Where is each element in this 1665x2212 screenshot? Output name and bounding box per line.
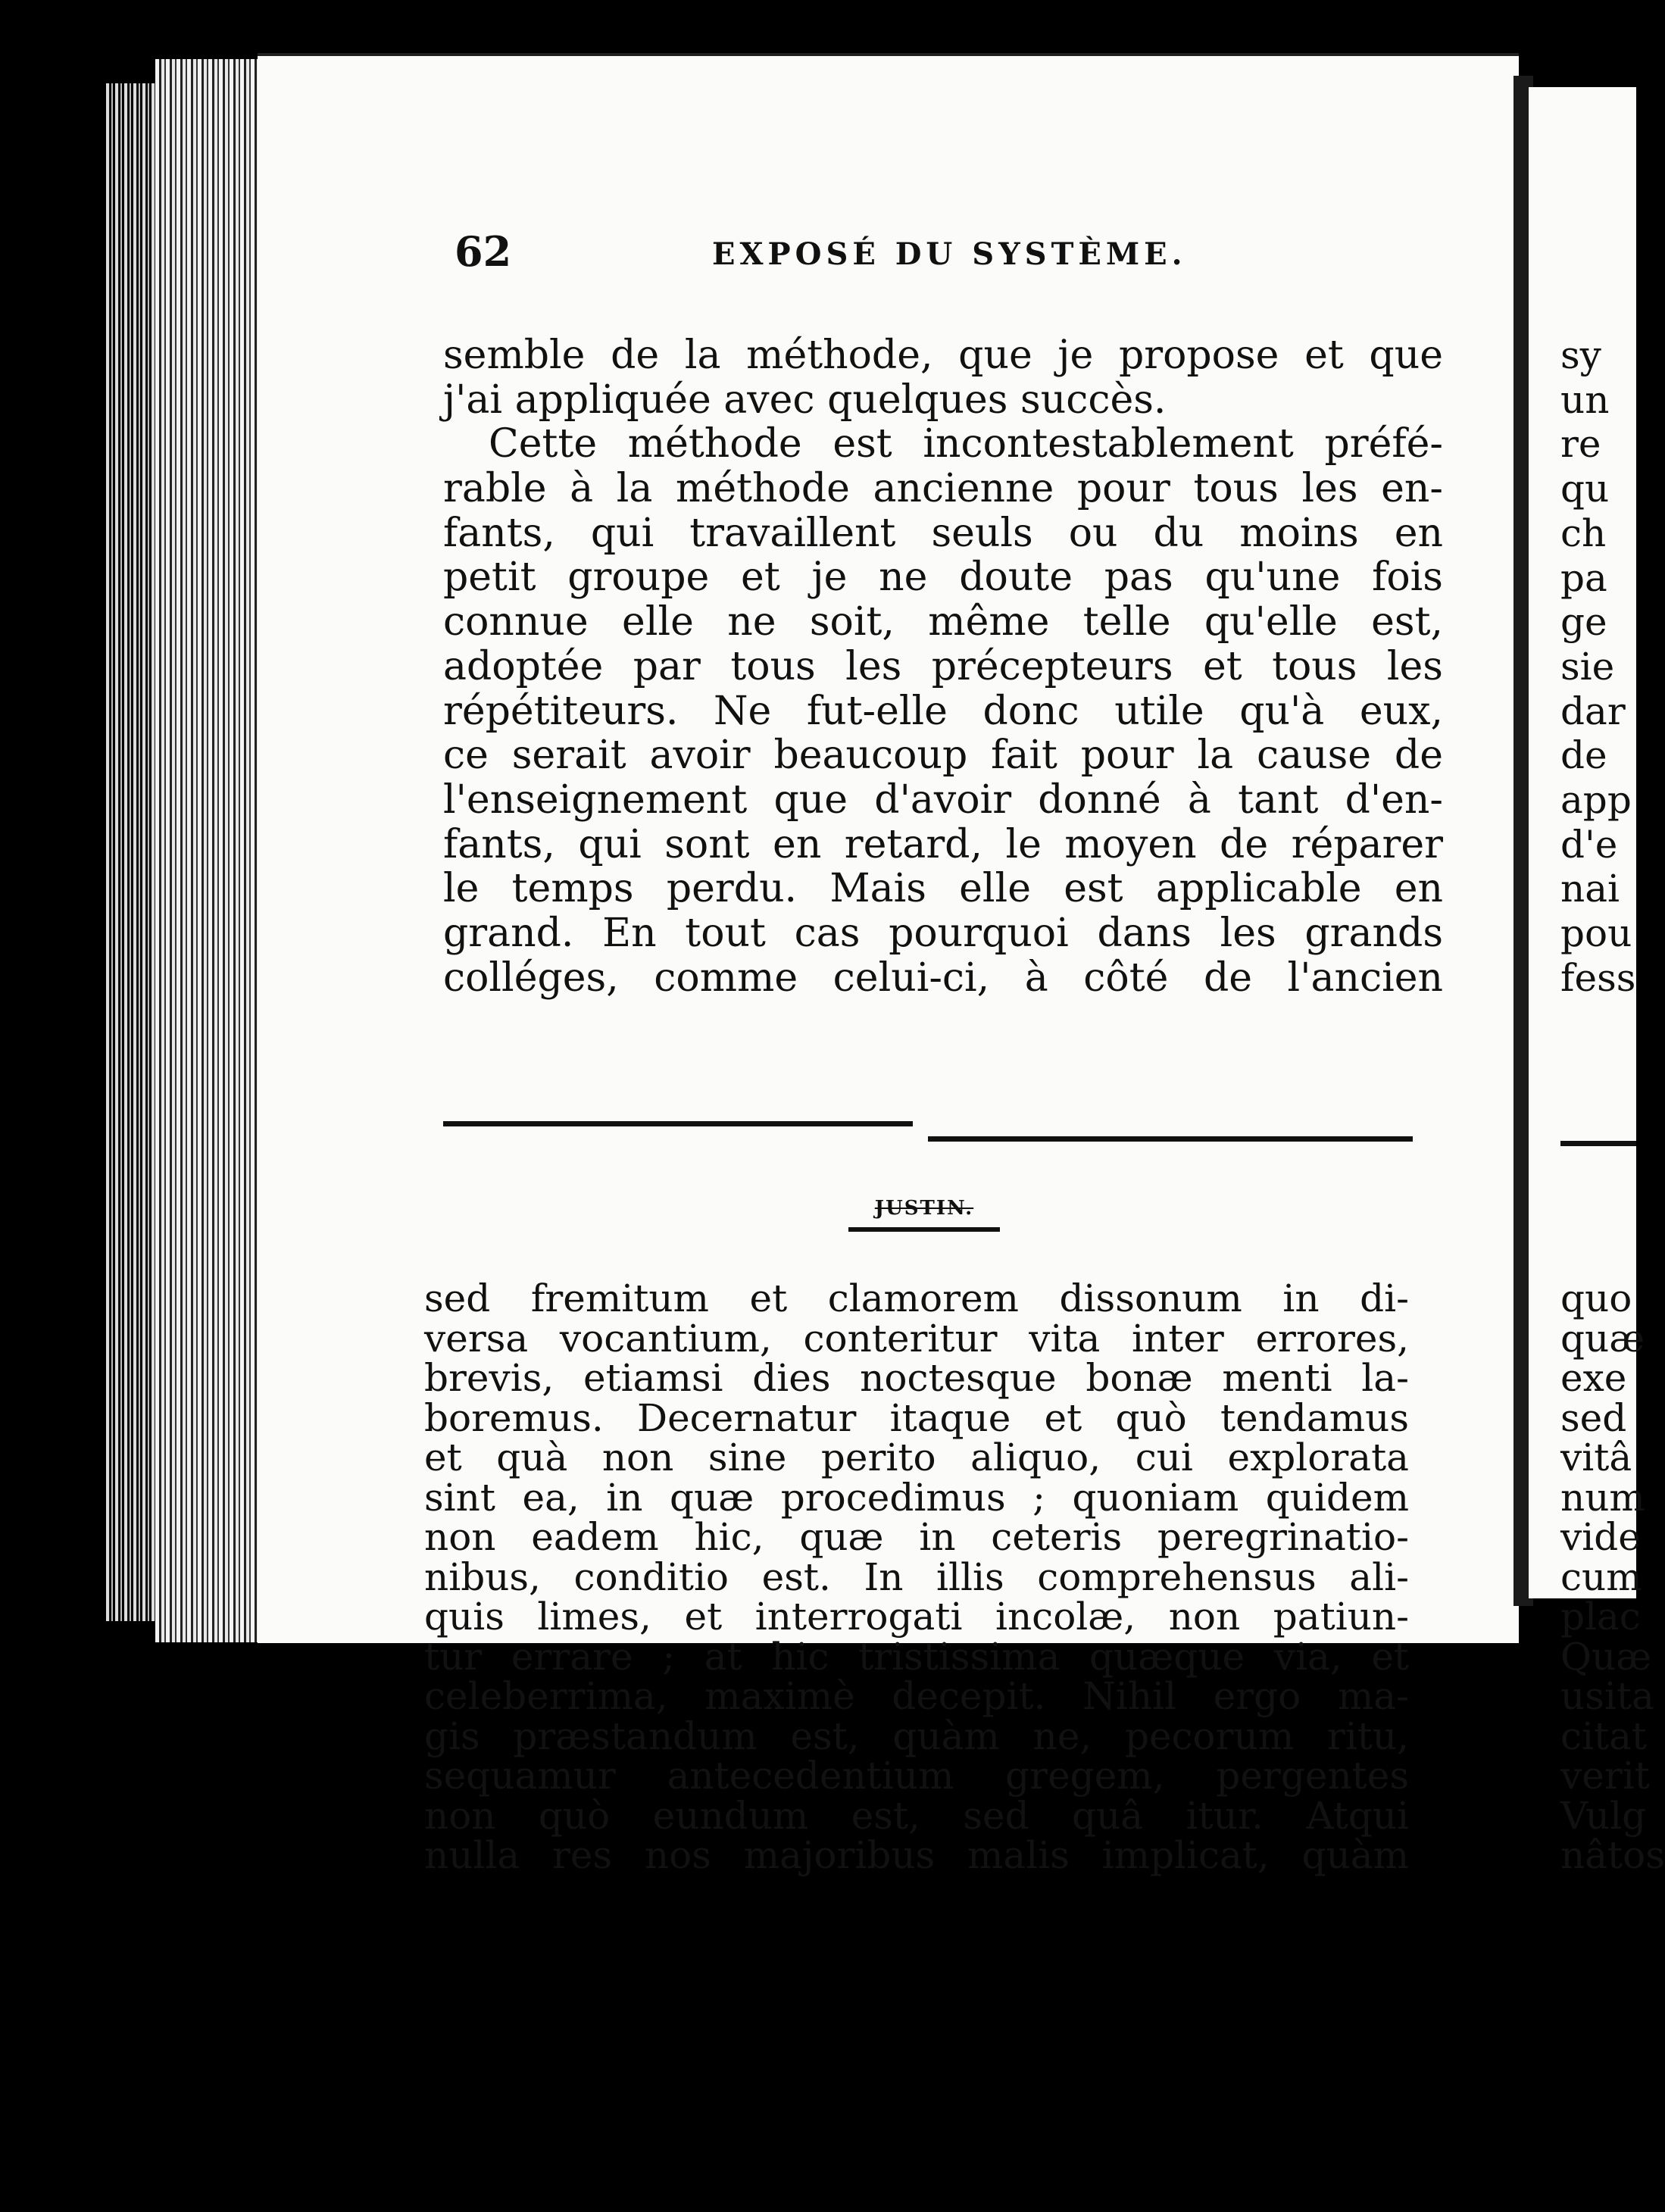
text-fragment: vitâ (1560, 1436, 1632, 1479)
text-fragment: exe (1560, 1356, 1627, 1400)
text-fragment: sy (1560, 333, 1601, 377)
text-fragment: usita (1560, 1674, 1654, 1718)
text-fragment: pa (1560, 555, 1607, 600)
text-fragment: nâtos (1560, 1833, 1665, 1877)
text-line: versa vocantium, conteritur vita inter errores, (424, 1316, 1409, 1361)
text-line: gis præstandum est, quàm ne, pecorum ritu, (424, 1714, 1409, 1758)
text-line: sequamur antecedentium gregem, pergentes (424, 1754, 1409, 1798)
text-line: sint ea, in quæ procedimus ; quoniam quidem (424, 1475, 1409, 1520)
page-header (455, 227, 1439, 295)
text-fragment: d'e (1560, 822, 1618, 867)
divider-rule (443, 1121, 913, 1126)
text-line: ce serait avoir beaucoup fait pour la cause de (443, 733, 1443, 779)
text-fragment: re (1560, 422, 1601, 467)
text-fragment: citat (1560, 1714, 1647, 1758)
text-line: j'ai appliquée avec quelques succès. (443, 376, 1167, 423)
text-line: boremus. Decernatur itaque et quò tendamus (424, 1395, 1409, 1440)
text-fragment: sie (1560, 644, 1615, 689)
text-line: répétiteurs. Ne fut-elle donc utile qu'à eux, (443, 688, 1443, 734)
text-fragment: Quæ (1560, 1634, 1652, 1679)
page-edges-outer (106, 83, 159, 1621)
text-fragment: ch (1560, 511, 1607, 555)
text-line: non quò eundum est, sed quâ itur. Atqui (424, 1793, 1409, 1838)
page-edges (155, 59, 269, 1642)
text-fragment: num (1560, 1475, 1645, 1520)
text-line: brevis, etiamsi dies noctesque bonæ menti la- (424, 1356, 1409, 1400)
text-line: rable à la méthode ancienne pour tous les en- (443, 466, 1443, 512)
text-fragment: cum (1560, 1554, 1642, 1599)
text-line: semble de la méthode, que je propose et que (443, 333, 1443, 378)
text-line: grand. En tout cas pourquoi dans les grands (443, 910, 1443, 956)
text-line: fants, qui sont en retard, le moyen de réparer (443, 821, 1443, 867)
text-fragment: sed (1560, 1395, 1627, 1440)
text-fragment: un (1560, 377, 1610, 422)
right-page-top-column (1560, 333, 1636, 1001)
text-line: Cette méthode est incontestablement préfé- (489, 421, 1443, 467)
text-line: non eadem hic, quæ in ceteris peregrinatio- (424, 1515, 1409, 1559)
text-fragment: nai (1560, 867, 1620, 911)
text-line: adoptée par tous les précepteurs et tous les (443, 643, 1443, 689)
text-fragment: app (1560, 778, 1632, 823)
text-fragment: ge (1560, 600, 1607, 645)
text-line: l'enseignement que d'avoir donné à tant d'en- (443, 776, 1443, 823)
text-fragment: fess (1560, 955, 1636, 1000)
text-fragment: quo (1560, 1276, 1632, 1320)
text-line: tur errare ; at hic tristissima quæque via, et (424, 1634, 1409, 1679)
text-line: connue elle ne soit, même telle qu'elle est, (443, 599, 1443, 645)
text-line: sed fremitum et clamorem dissonum in di- (424, 1276, 1409, 1320)
text-fragment: quæ (1560, 1316, 1645, 1361)
text-line: nibus, conditio est. In illis comprehensus ali- (424, 1554, 1409, 1599)
bottom-text-block (424, 1276, 1409, 1877)
text-fragment: de (1560, 733, 1607, 778)
text-fragment: dar (1560, 689, 1626, 733)
divider-rule (928, 1136, 1413, 1142)
text-fragment: pou (1560, 911, 1632, 956)
text-fragment: plac (1560, 1595, 1641, 1639)
text-fragment: qu (1560, 467, 1610, 511)
text-line: quis limes, et interrogati incolæ, non patiun- (424, 1595, 1409, 1639)
running-head: EXPOSÉ DU SYSTÈME. (712, 236, 1187, 272)
right-page-bottom-column (1560, 1276, 1665, 1877)
text-fragment: verit (1560, 1754, 1650, 1798)
text-fragment: vide (1560, 1515, 1641, 1559)
divider-rule (1560, 1141, 1636, 1146)
text-line: celeberrima, maximè decepit. Nihil ergo ma- (424, 1674, 1409, 1718)
text-line: le temps perdu. Mais elle est applicable en (443, 866, 1443, 912)
top-text-block (443, 333, 1443, 1000)
ornament: JUSTIN. (848, 1197, 1000, 1232)
text-line: colléges, comme celui-ci, à côté de l'ancien (443, 954, 1443, 1001)
text-line: nulla res nos majoribus malis implicat, quàm (424, 1833, 1409, 1877)
page-number: 62 (455, 227, 512, 276)
text-line: fants, qui travaillent seuls ou du moins en (443, 510, 1443, 556)
text-fragment: Vulg (1560, 1793, 1647, 1838)
text-line: et quà non sine perito aliquo, cui explorata (424, 1436, 1409, 1479)
text-line: petit groupe et je ne doute pas qu'une fois (443, 555, 1443, 601)
